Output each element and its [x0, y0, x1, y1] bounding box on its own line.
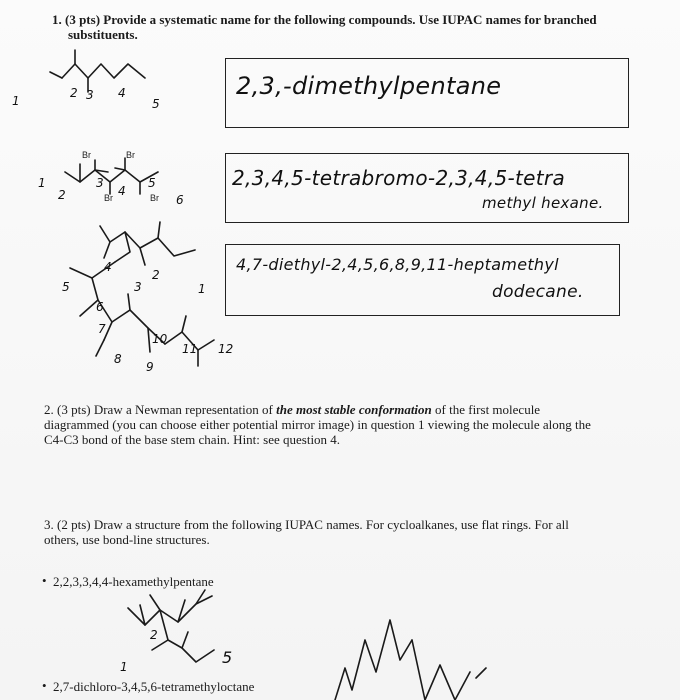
mol2-label-1: 1: [38, 176, 46, 190]
mol2-label-4: 4: [118, 184, 126, 198]
mol1-label-2: 2: [70, 86, 78, 100]
q3-bullet-1: •: [42, 573, 47, 588]
q2-line3: C4-C3 bond of the base stem chain. Hint: see question 4.: [44, 432, 341, 447]
mol3-label-10: 10: [152, 332, 168, 346]
answer-3-line2: dodecane.: [492, 282, 584, 302]
mol2-br-4: Br: [150, 193, 159, 203]
mol3-label-9: 9: [146, 360, 154, 374]
mol2-label-3: 3: [96, 176, 104, 190]
mol3-label-4: 4: [104, 260, 112, 274]
q2-line1-pre: 2. (3 pts) Draw a Newman representation of: [44, 402, 277, 417]
q3-bullet-2: •: [42, 678, 47, 693]
mol2-label-2: 2: [58, 188, 66, 202]
mol3-label-3: 3: [134, 280, 142, 294]
q3-item1-label-5: 5: [222, 648, 233, 667]
q3-item1: 2,2,3,3,4,4-hexamethylpentane: [53, 574, 214, 589]
mol3-label-6: 6: [96, 300, 104, 314]
q3-line1: 3. (2 pts) Draw a structure from the following IUPAC names. For cycloalkanes, use flat rings. For all: [44, 517, 569, 532]
q3-drawing-2: [335, 620, 486, 700]
answer-2-line1: 2,3,4,5-tetrabromo-2,3,4,5-tetra: [232, 166, 565, 190]
mol2-br-2: Br: [126, 150, 135, 160]
mol2-label-5: 5: [148, 176, 156, 190]
mol1-label-3: 3: [86, 88, 94, 102]
mol3-label-7: 7: [98, 322, 106, 336]
mol3-label-8: 8: [114, 352, 122, 366]
mol1-label-4: 4: [118, 86, 126, 100]
q2-line1-emphasis: the most stable conformation: [276, 402, 432, 417]
mol2-label-6: 6: [176, 193, 184, 207]
molecule-2-skeleton: [65, 158, 158, 194]
q2-line1-post: of the first molecule: [431, 402, 541, 417]
answer-2-line2: methyl hexane.: [482, 194, 604, 212]
q1-header-line1: 1. (3 pts) Provide a systematic name for the following compounds. Use IUPAC names for branched: [52, 12, 597, 27]
q3-item1-label-2: 2: [150, 628, 158, 642]
mol1-label-1: 1: [12, 94, 20, 108]
answer-3-line1: 4,7-diethyl-2,4,5,6,8,9,11-heptamethyl: [236, 255, 559, 274]
mol3-label-2: 2: [152, 268, 160, 282]
mol2-br-3: Br: [104, 193, 113, 203]
answer-1-text: 2,3,-dimethylpentane: [236, 72, 502, 100]
q3-item2: 2,7-dichloro-3,4,5,6-tetramethyloctane: [53, 679, 255, 694]
mol3-label-1: 1: [198, 282, 206, 296]
mol3-label-12: 12: [218, 342, 234, 356]
mol3-label-11: 11: [182, 342, 198, 356]
mol2-br-1: Br: [82, 150, 91, 160]
q1-header-line2: substituents.: [68, 27, 138, 42]
q3-line2: others, use bond-line structures.: [44, 532, 210, 547]
q3-drawing-1: [128, 590, 214, 662]
molecule-1-skeleton: [50, 50, 145, 92]
mol3-label-5: 5: [62, 280, 70, 294]
mol1-label-5: 5: [152, 97, 160, 111]
q3-item1-label-1: 1: [120, 660, 128, 674]
q2-line2: diagrammed (you can choose either potential mirror image) in question 1 viewing the molecule along the: [44, 417, 591, 432]
q2-line1: [44, 402, 540, 417]
